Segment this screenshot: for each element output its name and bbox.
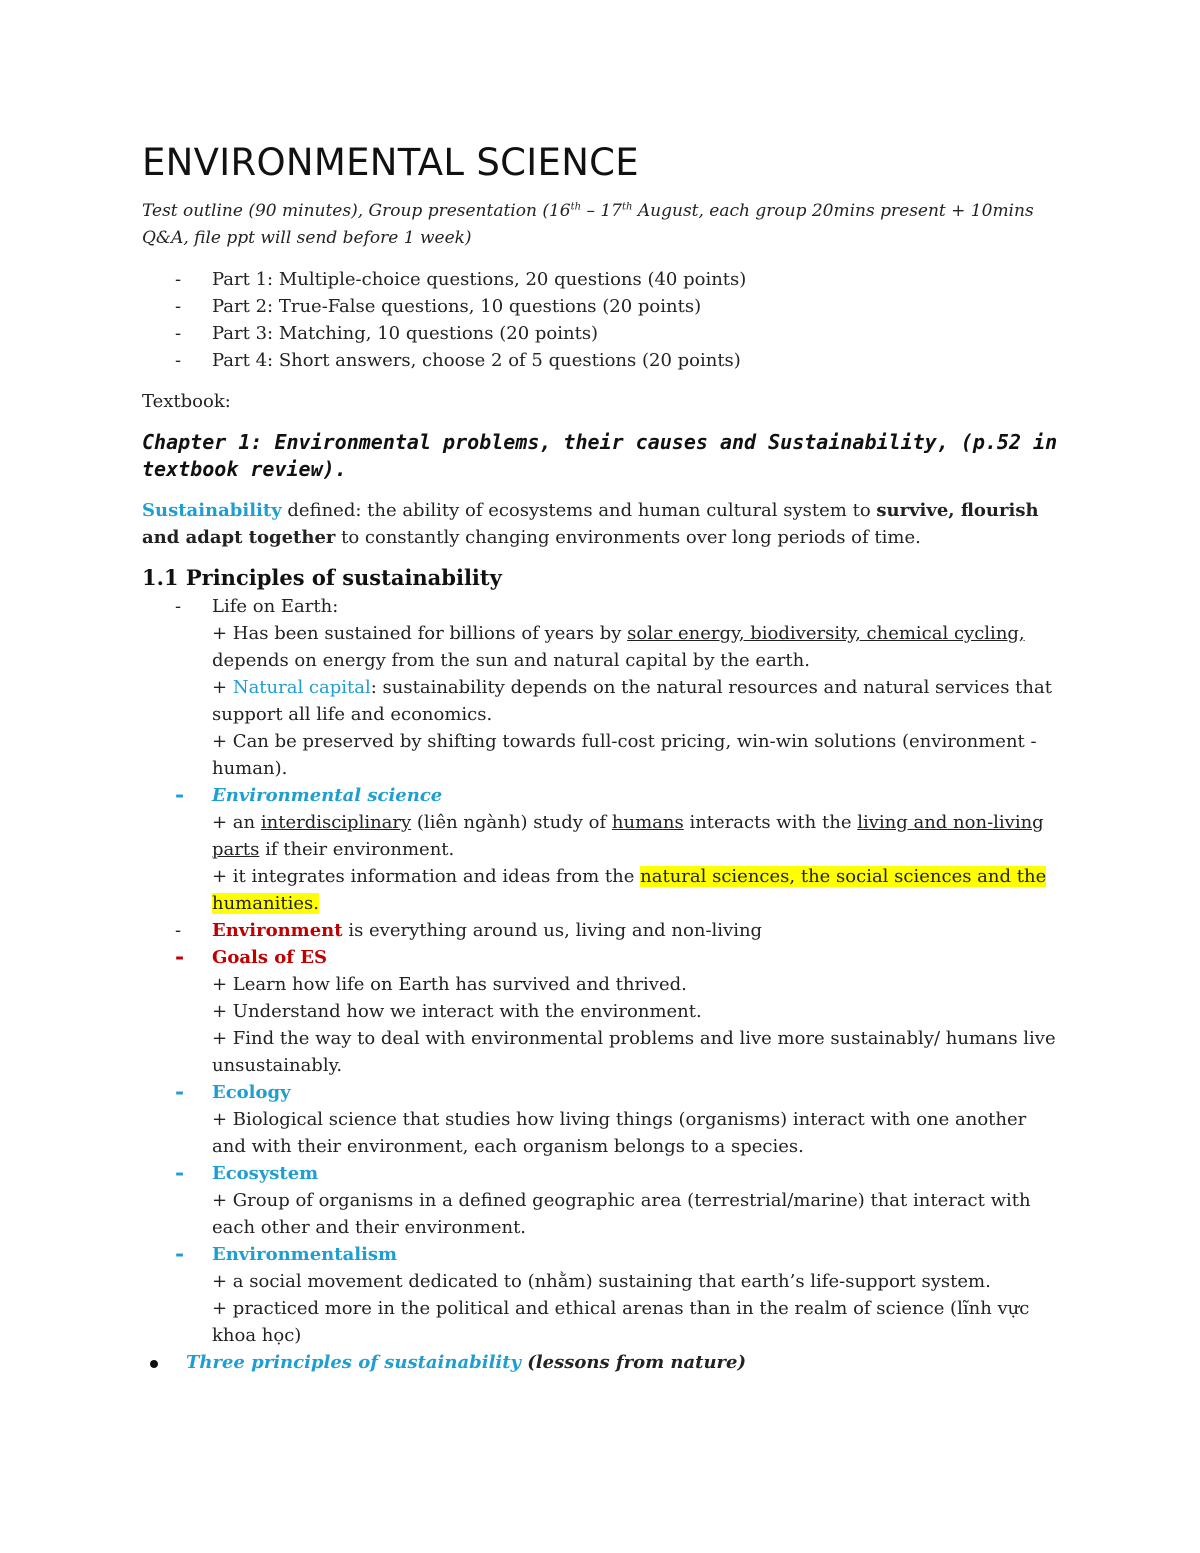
bullet-dot-icon [150, 1360, 158, 1368]
list-item-environment: - Environment is everything around us, living and non-living [142, 917, 1062, 944]
dash-marker: - [175, 1241, 185, 1267]
dash-marker: - [175, 920, 182, 941]
test-outline-note: Test outline (90 minutes), Group presentation (16th – 17th August, each group 20mins present + 10mins Q&A, file ppt will send before 1 week) [142, 201, 1034, 248]
dash-marker: - [175, 323, 182, 344]
dash-marker: - [175, 296, 182, 317]
list-item-ecology: - Ecology + Biological science that studies how living things (organisms) interact with one another and with their environment, each organism belongs to a species. [175, 1079, 1027, 1157]
textbook-label: Textbook: [142, 391, 231, 412]
list-item: - Part 2: True-False questions, 10 questions (20 points) [142, 293, 1062, 320]
dash-marker: - [175, 782, 185, 808]
test-parts-list [142, 266, 1062, 374]
dash-marker: - [175, 350, 182, 371]
dash-marker: - [175, 596, 182, 617]
dash-marker: - [175, 944, 185, 970]
list-item: - Part 3: Matching, 10 questions (20 points) [142, 320, 1062, 347]
dash-marker: - [175, 1079, 185, 1105]
list-item-environmental-science: - Environmental science + an interdisciplinary (liên ngành) study of humans interacts with the living and non-living parts if their environment. + it integrates information and ideas from the natural sciences, the social sciences and the humanities. [175, 782, 1047, 914]
document-page [142, 140, 1062, 1376]
dash-marker: - [175, 269, 182, 290]
list-item: - Part 4: Short answers, choose 2 of 5 questions (20 points) [142, 347, 1062, 374]
list-item-ecosystem: - Ecosystem + Group of organisms in a defined geographic area (terrestrial/marine) that interact with each other and their environment. [175, 1160, 1031, 1238]
chapter-heading: Chapter 1: Environmental problems, their causes and Sustainability, (p.52 in textbook review). [142, 430, 1058, 481]
principles-list [142, 593, 1062, 1349]
highlighted-text: natural sciences, the social sciences and the humanities. [212, 866, 1047, 914]
sustainability-definition: Sustainability defined: the ability of ecosystems and human cultural system to survive, flourish and adapt together to constantly changing environments over long periods of time. [142, 500, 1039, 548]
list-item-goals: - Goals of ES + Learn how life on Earth has survived and thrived. + Understand how we interact with the environment. + Find the way to deal with environmental problems and live more sustainably/ humans live unsustainably. [175, 944, 1056, 1076]
section-heading: 1.1 Principles of sustainability [142, 565, 502, 590]
three-principles-bullet: Three principles of sustainability (lessons from nature) [142, 1349, 1062, 1376]
dash-marker: - [175, 1160, 185, 1186]
list-item: - Part 1: Multiple-choice questions, 20 questions (40 points) [142, 266, 1062, 293]
document-title: ENVIRONMENTAL SCIENCE [142, 141, 639, 184]
list-item-environmentalism: - Environmentalism + a social movement dedicated to (nhằm) sustaining that earth’s life-support system. + practiced more in the political and ethical arenas than in the realm of science (lĩnh vực khoa học) [175, 1241, 1030, 1346]
list-item-life-on-earth: - Life on Earth: + Has been sustained for billions of years by solar energy, biodiversity, chemical cycling, depends on energy from the sun and natural capital by the earth. + Natural capital: sustainability depends on the natural resources and natural services that support all life and economics. + Can be preserved by shifting towards full-cost pricing, win-win solutions (environment - human). [142, 593, 1062, 782]
